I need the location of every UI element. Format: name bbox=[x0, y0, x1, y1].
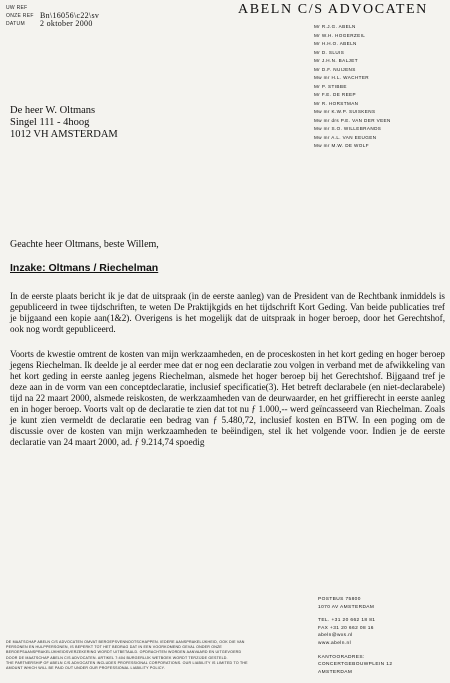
contact-block bbox=[318, 596, 392, 676]
partner-name: Mw mr H.L. WACHTER bbox=[314, 75, 370, 80]
letter-body bbox=[10, 291, 445, 448]
disclaimer-line: DOOR DE MAATSCHAP ABELN C/S ADVOCATEN. ARTIKEL 7:404 BURGERLIJK WETBOEK WORDT TERZIJDE GESTELD. bbox=[6, 655, 228, 660]
addressee-line: De heer W. Oltmans bbox=[10, 105, 96, 116]
partner-name: Mr J.H.N. BALJET bbox=[314, 58, 358, 63]
partner-name: Mr P. STIBBE bbox=[314, 83, 347, 89]
partner-name: Mw mr K.W.P. SUISKENS bbox=[314, 109, 376, 114]
partner-name: Mr H.H.O. ABELN bbox=[314, 41, 357, 46]
disclaimer-line: THE PARTNERSHIP OF ABELN C/S ADVOCATEN INCLUDES PROFESSIONAL CORPORATIONS. OUR LIABILITY IS LIMITED TO THE bbox=[6, 660, 248, 665]
postbus: POSTBUS 75800 bbox=[318, 597, 361, 602]
datum-value: 2 oktober 2000 bbox=[40, 19, 93, 28]
office-street: CONCERTGEBOUWPLEIN 12 bbox=[318, 662, 393, 668]
partner-name: Mr R.J.G. ABELN bbox=[314, 24, 356, 29]
email-link[interactable]: abeln@wxs.nl bbox=[318, 633, 353, 639]
onze-ref-label: ONZE REF bbox=[6, 13, 34, 19]
partner-name: Mr F.E. DE REEP bbox=[314, 92, 356, 97]
addressee-block bbox=[10, 105, 118, 141]
disclaimer-line: PERSONEN EN HULPPERSONEN, IS BEPERKT TOT HET BEDRAG DAT IN EEN VOORKOMEND GEVAL ONDER ONZE bbox=[6, 645, 223, 650]
paragraph: Voorts de kwestie omtrent de kosten van mijn werkzaamheden, en de proceskosten in het kort geding en hoger beroep jegens Riechelman. Ik deelde je al eerder mee dat er nog een declaratie zou volgen in verband met de afwikkeling van het kort geding in eerste aanleg jegens Riechelman, alsmede het hoger beroep bij het Gerechtshof. Bijgaand tref je deze aan in de vorm van een conceptdeclaratie, inclusief specificatie(3). Het betreft declarabele (en niet-declarabele) tijd na 22 maart 2000, alsmede reiskosten, de werkzaamheden van de deurwaarder, en het griffierecht in eerste aanleg en in hoger beroep. Voorts valt op de declaratie te zien dat tot nu ƒ 1.000,-- werd geïncasseerd van Riechelman. Zoals je kunt zien vermeldt de declaratie een bedrag van ƒ 5.480,72, inclusief kosten en BTW. In een poging om de discussie over de kosten van mijn werkzaamheden te beëindigen, stel ik het volgende voor. Indien je de eerste declaratie van 24 maart 2000, ad. ƒ 9.214,74 spoedig bbox=[10, 349, 445, 447]
website-link[interactable]: www.abeln.nl bbox=[318, 640, 352, 646]
datum-label: DATUM bbox=[6, 21, 25, 27]
disclaimer-line: BEROEPSAANSPRAKELIJKHEIDSVERZEKERING WORDT UITBETAALD. OPDRACHTEN WORDEN AANVAARD EN UITGEVOERD bbox=[6, 650, 242, 655]
subject-line: Inzake: Oltmans / Riechelman bbox=[10, 262, 159, 274]
telephone: TEL. +31 20 662 18 81 bbox=[318, 618, 376, 624]
office-address-label: KANTOORADRES: bbox=[318, 654, 365, 660]
partner-name: Mw mr A.L. VAN EEUGEN bbox=[314, 134, 377, 140]
addressee-line: 1012 VH AMSTERDAM bbox=[10, 129, 118, 140]
office-city: AMSTERDAM bbox=[318, 669, 353, 675]
partner-name: Mr D. SLUIS bbox=[314, 49, 345, 55]
disclaimer-line: AMOUNT WHICH WILL BE PAID OUT UNDER OUR PROFESSIONAL LIABILITY POLICY. bbox=[6, 666, 165, 671]
addressee-line: Singel 111 - 4hoog bbox=[10, 117, 90, 128]
postcode: 1070 AV AMSTERDAM bbox=[318, 604, 375, 610]
disclaimer-line: DE MAATSCHAP ABELN C/S ADVOCATEN OMVAT BEROEPSVENNOOTSCHAPPEN. IEDERE AANSPRAKELIJKHEID, OOK DIE VAN bbox=[6, 640, 245, 644]
paragraph: In de eerste plaats bericht ik je dat de uitspraak (in de eerste aanleg) van de President van de Rechtbank inmiddels is gepubliceerd in twee tijdschriften, te weten De Praktijkgids en het tijdschrift Kort Geding. Van beide publicaties tref je bijgaand een kopie aan(1&2). Overigens is het mogelijk dat de uitspraak in hoger beroep, door het Gerechtshof, ook nog wordt gepubliceerd. bbox=[10, 291, 445, 334]
partner-name: Mr R. HORSTMAN bbox=[314, 100, 359, 106]
uw-ref-label: UW REF bbox=[6, 5, 28, 11]
salutation: Geachte heer Oltmans, beste Willem, bbox=[10, 239, 159, 250]
partner-name: Mw mr M.W. DE WOLF bbox=[314, 143, 369, 148]
reference-block bbox=[6, 4, 99, 28]
partner-name: Mw mr drs P.E. VAN DER VEEN bbox=[314, 117, 391, 123]
fax: FAX +31 20 662 08 16 bbox=[318, 625, 374, 631]
firm-name: ABELN C/S ADVOCATEN bbox=[238, 2, 428, 17]
onze-ref-value: Bn\16056\c22\sv bbox=[40, 11, 100, 20]
partner-name: Mw mr S.O. WILLEBRANDS bbox=[314, 126, 382, 131]
partner-name: Mr W.H. HOGERZEIL bbox=[314, 32, 366, 38]
liability-disclaimer bbox=[6, 640, 306, 671]
partner-list bbox=[314, 23, 391, 151]
partner-name: Mr D.F. NUIJENS bbox=[314, 66, 356, 72]
